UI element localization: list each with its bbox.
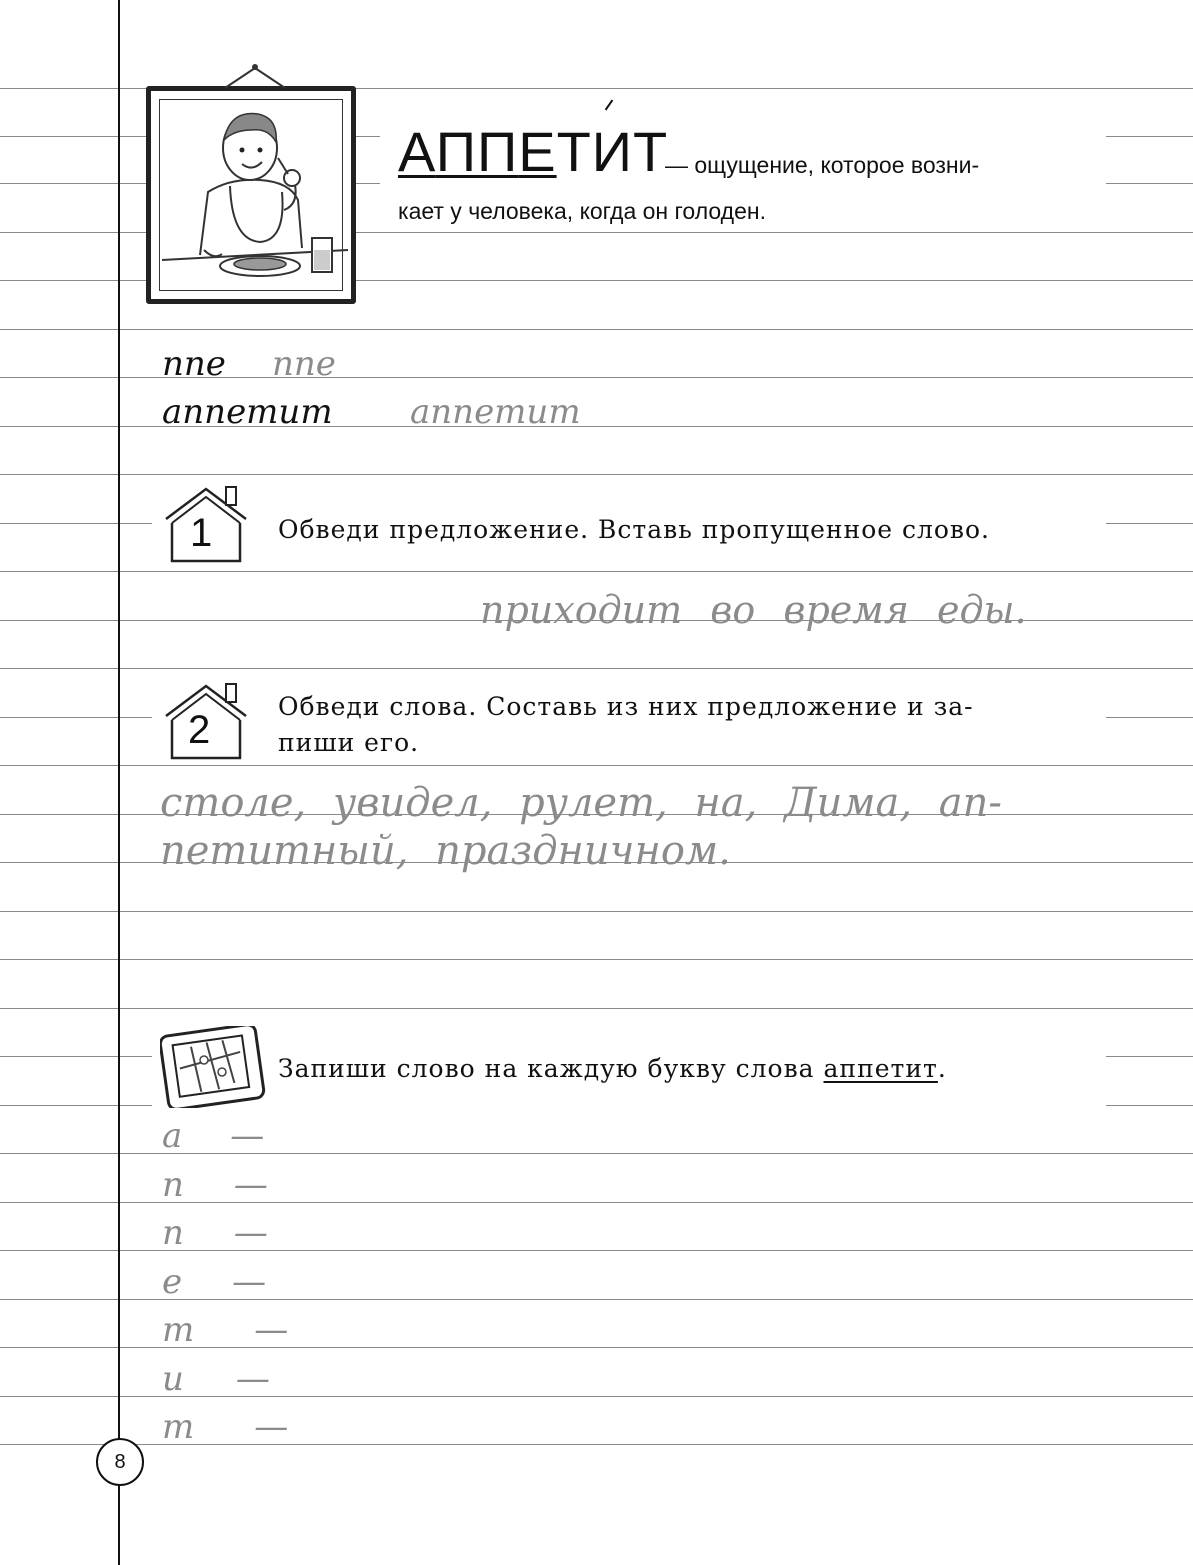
list-item: и — (162, 1359, 270, 1399)
word-part-e: Е (518, 120, 557, 183)
definition-line-2: кает у человека, когда он голоден. (398, 198, 766, 224)
task2-instruction-line-1: Обведи слова. Составь из них предложение и за- (278, 692, 974, 721)
page-number: 8 (96, 1438, 144, 1486)
practice-sample-appetit: аппетит (162, 392, 333, 432)
list-item: п — (162, 1165, 268, 1205)
list-item: т — (162, 1310, 289, 1350)
boy-eating-illustration (160, 100, 350, 296)
practice-trace-ppe: ппе (272, 344, 336, 384)
task1-instruction: Обведи предложение. Вставь пропущенное слово. (278, 515, 991, 544)
frame-hanger (220, 60, 290, 90)
task3-instruction-suffix: . (937, 1054, 947, 1083)
list-item: е — (162, 1262, 267, 1302)
task2-number: 2 (188, 708, 211, 752)
word-part-tit: ТИТ (556, 120, 669, 183)
list-item: а — (162, 1116, 265, 1156)
task3-instruction-prefix: Запиши слово на каждую букву слова (278, 1054, 815, 1083)
task2-instruction-line-2: пиши его. (278, 728, 420, 757)
list-item: т — (162, 1407, 289, 1447)
task1-number: 1 (190, 511, 213, 555)
task2-trace-line-2: петитный, праздничном. (160, 828, 731, 874)
task3-instruction (278, 1054, 947, 1083)
puzzle-icon (160, 1026, 268, 1108)
picture-frame (146, 86, 356, 304)
definition-line-1: — ощущение, которое возни- (665, 152, 980, 178)
practice-sample-ppe: ппе (162, 344, 226, 384)
practice-trace-appetit: аппетит (410, 392, 581, 432)
word-part-a: А (398, 120, 436, 183)
list-item: п — (162, 1213, 268, 1253)
stress-mark (605, 100, 614, 111)
task1-trace-sentence: приходит во время еды. (480, 588, 1027, 632)
task3-instruction-word: аппетит (823, 1054, 938, 1083)
task2-trace-line-1: столе, увидел, рулет, на, Дима, ап- (160, 780, 1002, 826)
word-part-pp: ПП (435, 120, 519, 183)
margin-line (118, 0, 120, 1565)
vocabulary-word (398, 120, 668, 184)
